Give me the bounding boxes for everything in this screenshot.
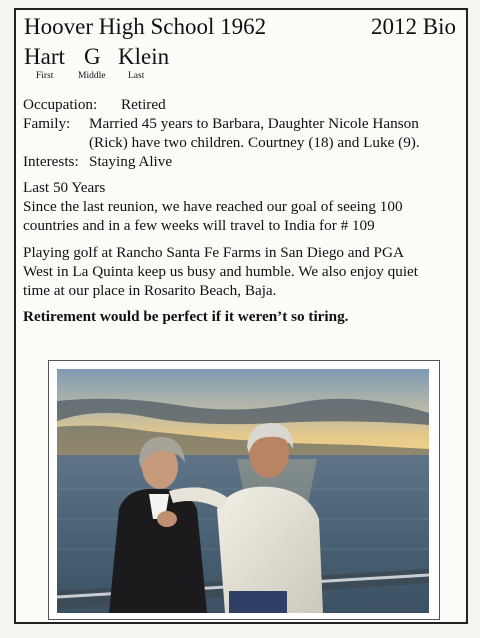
last-caption: Last [128, 71, 145, 81]
family-label: Family: [23, 115, 71, 132]
paragraph-2-line-1: Playing golf at Rancho Santa Fe Farms in San Diego and PGA [23, 244, 404, 261]
paragraph-1-line-2: countries and in a few weeks will travel to India for # 109 [23, 217, 375, 234]
interests-label: Interests: [23, 153, 79, 170]
closing-statement: Retirement would be perfect if it weren’t so tiring. [23, 308, 349, 325]
photo-frame [48, 360, 440, 620]
paragraph-2-line-2: West in La Quinta keep us busy and humble. We also enjoy quiet [23, 263, 419, 280]
first-name: Hart [24, 44, 65, 69]
couple-sunset-photo [57, 369, 429, 613]
school-title: Hoover High School 1962 [24, 14, 267, 39]
middle-name: G [84, 44, 101, 69]
occupation-label: Occupation: [23, 96, 98, 113]
occupation-value: Retired [121, 96, 166, 113]
bio-page [14, 8, 468, 624]
paragraph-1-line-1: Since the last reunion, we have reached our goal of seeing 100 [23, 198, 403, 215]
last-name: Klein [118, 44, 170, 69]
interests-value: Staying Alive [89, 153, 173, 170]
paragraph-2-line-3: time at our place in Rosarito Beach, Baja. [23, 282, 277, 299]
first-caption: First [36, 71, 54, 81]
bio-year: 2012 Bio [371, 14, 456, 39]
family-line-2: (Rick) have two children. Courtney (18) and Luke (9). [89, 134, 420, 151]
middle-caption: Middle [78, 71, 106, 81]
last-50-heading: Last 50 Years [23, 179, 106, 196]
family-line-1: Married 45 years to Barbara, Daughter Nicole Hanson [89, 115, 419, 132]
